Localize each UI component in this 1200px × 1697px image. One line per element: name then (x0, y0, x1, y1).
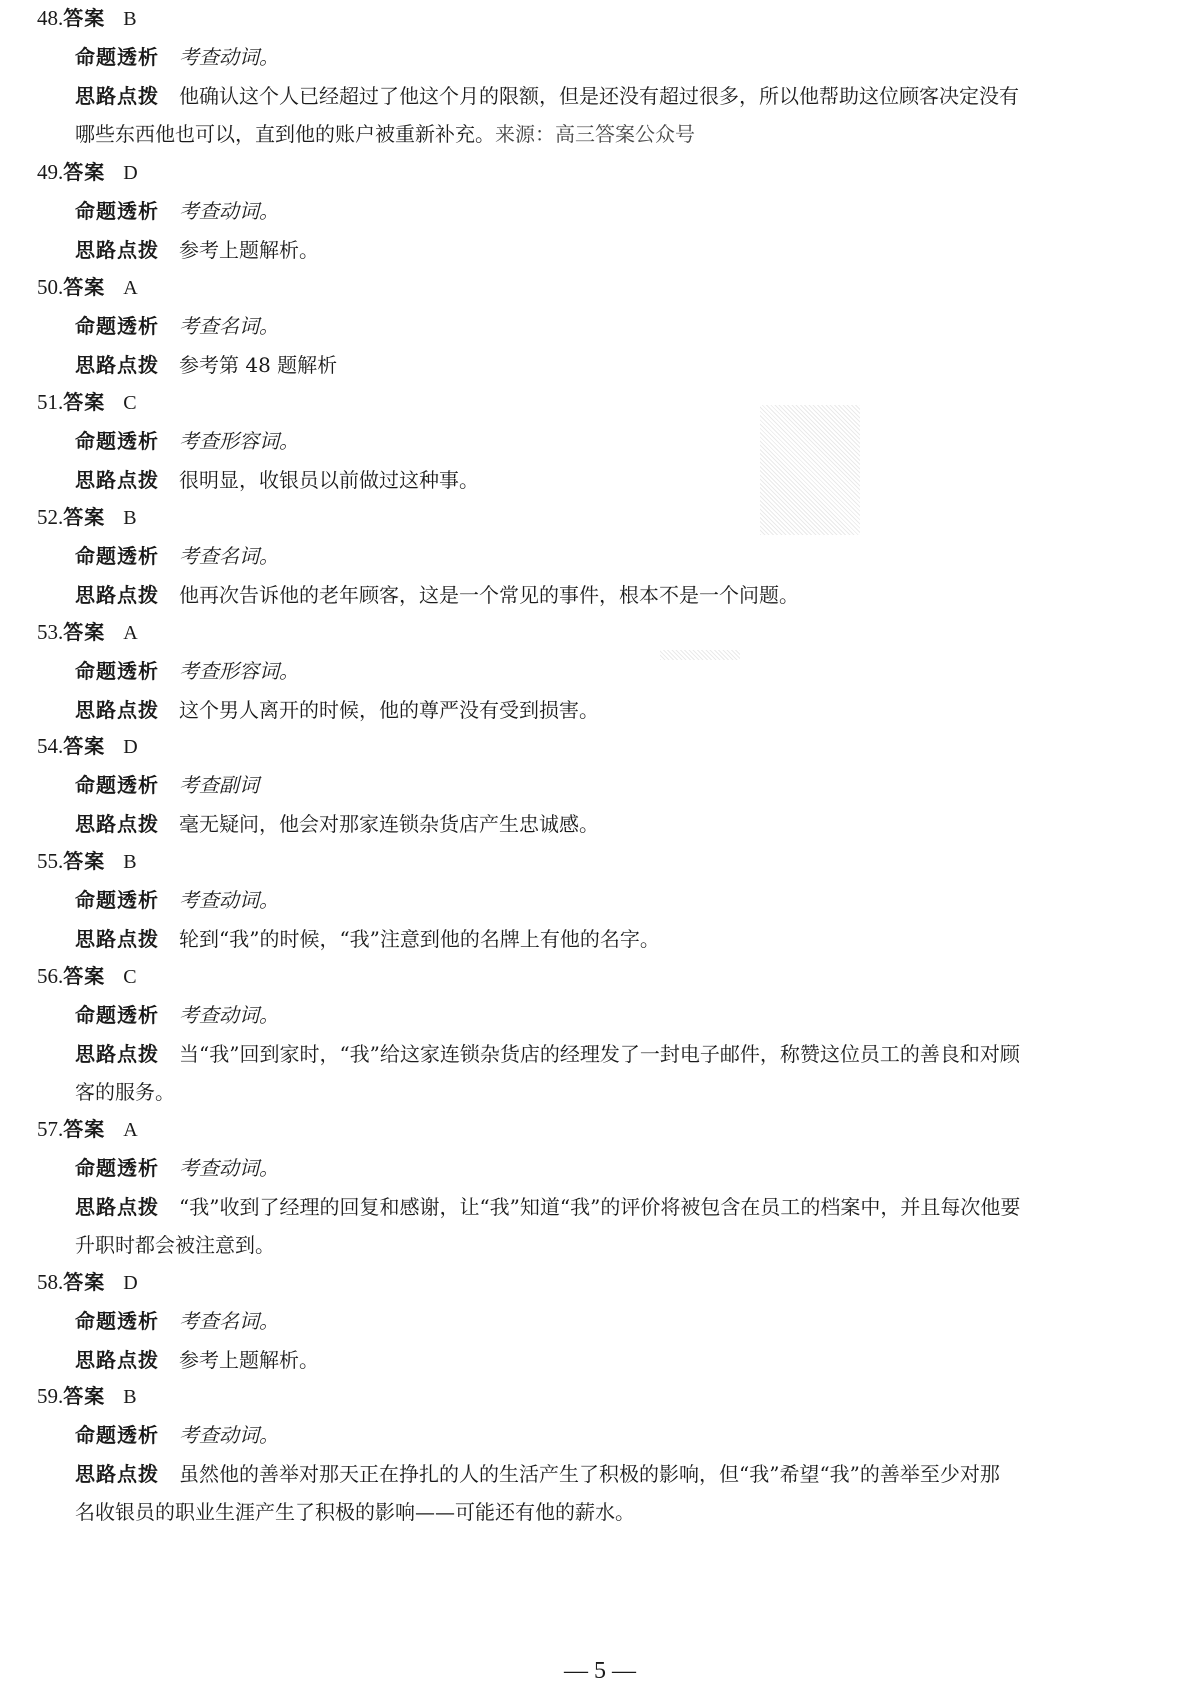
analysis-label: 命题透析 (75, 1309, 159, 1333)
answer-letter: D (123, 162, 138, 184)
hint-text: “我”收到了经理的回复和感谢，让“我”知道“我”的评价将被包含在员工的档案中，并且每次他要 (179, 1195, 1021, 1219)
scan-artifact (760, 405, 860, 535)
hint-text: 当“我”回到家时，“我”给这家连锁杂货店的经理发了一封电子邮件，称赞这位员工的善良和对顾 (179, 1042, 1020, 1066)
question-number: 54. (37, 734, 64, 758)
hint-label: 思路点拨 (75, 238, 159, 262)
hint-label: 思路点拨 (75, 1195, 159, 1219)
analysis-line (75, 542, 279, 570)
analysis-label: 命题透析 (75, 199, 159, 223)
answer-letter: B (123, 507, 137, 529)
hint-text: 毫无疑问，他会对那家连锁杂货店产生忠诚感。 (179, 812, 599, 836)
answer-label: 答案 (63, 620, 106, 644)
hint-continuation (75, 1498, 635, 1526)
hint-label: 思路点拨 (75, 1042, 159, 1066)
hint-text: 参考上题解析。 (179, 238, 319, 262)
analysis-text: 考查动词。 (179, 199, 279, 223)
hint-line (75, 810, 599, 838)
hint-line (75, 236, 319, 264)
analysis-label: 命题透析 (75, 659, 159, 683)
analysis-text: 考查副词 (179, 773, 259, 797)
analysis-line (75, 771, 259, 799)
analysis-label: 命题透析 (75, 773, 159, 797)
answer-line (37, 962, 137, 990)
answer-letter: D (123, 736, 138, 758)
analysis-label: 命题透析 (75, 1156, 159, 1180)
question-number: 48. (37, 6, 64, 30)
hint-label: 思路点拨 (75, 1462, 159, 1486)
answer-label: 答案 (63, 390, 106, 414)
answer-line (37, 1382, 137, 1410)
analysis-label: 命题透析 (75, 1423, 159, 1447)
hint-text: 参考上题解析。 (179, 1348, 319, 1372)
question-number: 52. (37, 505, 64, 529)
question-number: 53. (37, 620, 64, 644)
hint-line (75, 1346, 319, 1374)
hint-line (75, 351, 337, 379)
hint-text: 很明显，收银员以前做过这种事。 (179, 468, 479, 492)
answer-label: 答案 (63, 849, 106, 873)
answer-label: 答案 (63, 1270, 106, 1294)
answer-letter: C (123, 966, 137, 988)
hint-line (75, 1460, 1000, 1488)
answer-line (37, 732, 138, 760)
hint-text: 虽然他的善举对那天正在挣扎的人的生活产生了积极的影响，但“我”希望“我”的善举至少对那 (179, 1462, 1000, 1486)
hint-label: 思路点拨 (75, 1348, 159, 1372)
answer-label: 答案 (63, 6, 106, 30)
hint-text-continued: 名收银员的职业生涯产生了积极的影响——可能还有他的薪水。 (75, 1500, 635, 1524)
analysis-line (75, 312, 279, 340)
hint-text-continued: 哪些东西他也可以，直到他的账户被重新补充。 (75, 122, 495, 146)
hint-label: 思路点拨 (75, 468, 159, 492)
scan-artifact (660, 650, 740, 660)
analysis-label: 命题透析 (75, 429, 159, 453)
answer-label: 答案 (63, 160, 106, 184)
answer-label: 答案 (63, 505, 106, 529)
answer-label: 答案 (63, 1384, 106, 1408)
analysis-text: 考查动词。 (179, 1003, 279, 1027)
answer-line (37, 1115, 138, 1143)
answer-label: 答案 (63, 964, 106, 988)
analysis-text: 考查名词。 (179, 314, 279, 338)
question-number: 55. (37, 849, 64, 873)
question-number: 58. (37, 1270, 64, 1294)
answer-label: 答案 (63, 734, 106, 758)
question-number: 56. (37, 964, 64, 988)
analysis-line (75, 43, 279, 71)
hint-text: 参考第 48 题解析 (179, 353, 338, 377)
answer-line (37, 4, 137, 32)
hint-line (75, 82, 1019, 110)
analysis-label: 命题透析 (75, 544, 159, 568)
analysis-text: 考查动词。 (179, 1423, 279, 1447)
answer-line (37, 847, 137, 875)
answer-letter: B (123, 8, 137, 30)
hint-label: 思路点拨 (75, 698, 159, 722)
answer-line (37, 618, 138, 646)
analysis-text: 考查动词。 (179, 45, 279, 69)
analysis-line (75, 1001, 279, 1029)
answer-letter: B (123, 851, 137, 873)
answer-letter: B (123, 1386, 137, 1408)
hint-label: 思路点拨 (75, 84, 159, 108)
analysis-label: 命题透析 (75, 314, 159, 338)
analysis-text: 考查动词。 (179, 888, 279, 912)
hint-label: 思路点拨 (75, 353, 159, 377)
hint-continuation (75, 1078, 175, 1106)
hint-label: 思路点拨 (75, 927, 159, 951)
question-number: 50. (37, 275, 64, 299)
answer-line (37, 503, 137, 531)
analysis-text: 考查名词。 (179, 1309, 279, 1333)
analysis-line (75, 1154, 279, 1182)
analysis-line (75, 197, 279, 225)
hint-text: 他再次告诉他的老年顾客，这是一个常见的事件，根本不是一个问题。 (179, 583, 799, 607)
hint-text: 这个男人离开的时候，他的尊严没有受到损害。 (179, 698, 599, 722)
hint-line (75, 696, 599, 724)
hint-label: 思路点拨 (75, 583, 159, 607)
analysis-text: 考查名词。 (179, 544, 279, 568)
analysis-text: 考查形容词。 (179, 429, 299, 453)
hint-continuation (75, 120, 695, 148)
answer-letter: A (123, 277, 138, 299)
answer-letter: C (123, 392, 137, 414)
hint-text: 他确认这个人已经超过了他这个月的限额，但是还没有超过很多，所以他帮助这位顾客决定没有 (179, 84, 1019, 108)
hint-line (75, 1040, 1020, 1068)
analysis-line (75, 657, 299, 685)
answer-letter: A (123, 622, 138, 644)
analysis-line (75, 1307, 279, 1335)
analysis-text: 考查动词。 (179, 1156, 279, 1180)
analysis-text: 考查形容词。 (179, 659, 299, 683)
question-number: 49. (37, 160, 64, 184)
answer-label: 答案 (63, 275, 106, 299)
analysis-line (75, 886, 279, 914)
hint-text: 轮到“我”的时候，“我”注意到他的名牌上有他的名字。 (179, 927, 660, 951)
hint-line (75, 466, 479, 494)
hint-text-continued: 升职时都会被注意到。 (75, 1233, 275, 1257)
hint-continuation (75, 1231, 275, 1259)
answer-letter: D (123, 1272, 138, 1294)
answer-label: 答案 (63, 1117, 106, 1141)
question-number: 51. (37, 390, 64, 414)
analysis-label: 命题透析 (75, 45, 159, 69)
answer-letter: A (123, 1119, 138, 1141)
hint-line (75, 1193, 1020, 1221)
hint-line (75, 925, 660, 953)
answer-line (37, 158, 138, 186)
analysis-label: 命题透析 (75, 888, 159, 912)
analysis-label: 命题透析 (75, 1003, 159, 1027)
analysis-line (75, 427, 299, 455)
analysis-line (75, 1421, 279, 1449)
source-watermark: 来源：高三答案公众号 (495, 122, 695, 146)
question-number: 57. (37, 1117, 64, 1141)
hint-text-continued: 客的服务。 (75, 1080, 175, 1104)
answer-line (37, 1268, 138, 1296)
hint-line (75, 581, 799, 609)
question-number: 59. (37, 1384, 64, 1408)
answer-line (37, 388, 137, 416)
answer-line (37, 273, 138, 301)
page-number: — 5 — (564, 1658, 636, 1684)
hint-label: 思路点拨 (75, 812, 159, 836)
